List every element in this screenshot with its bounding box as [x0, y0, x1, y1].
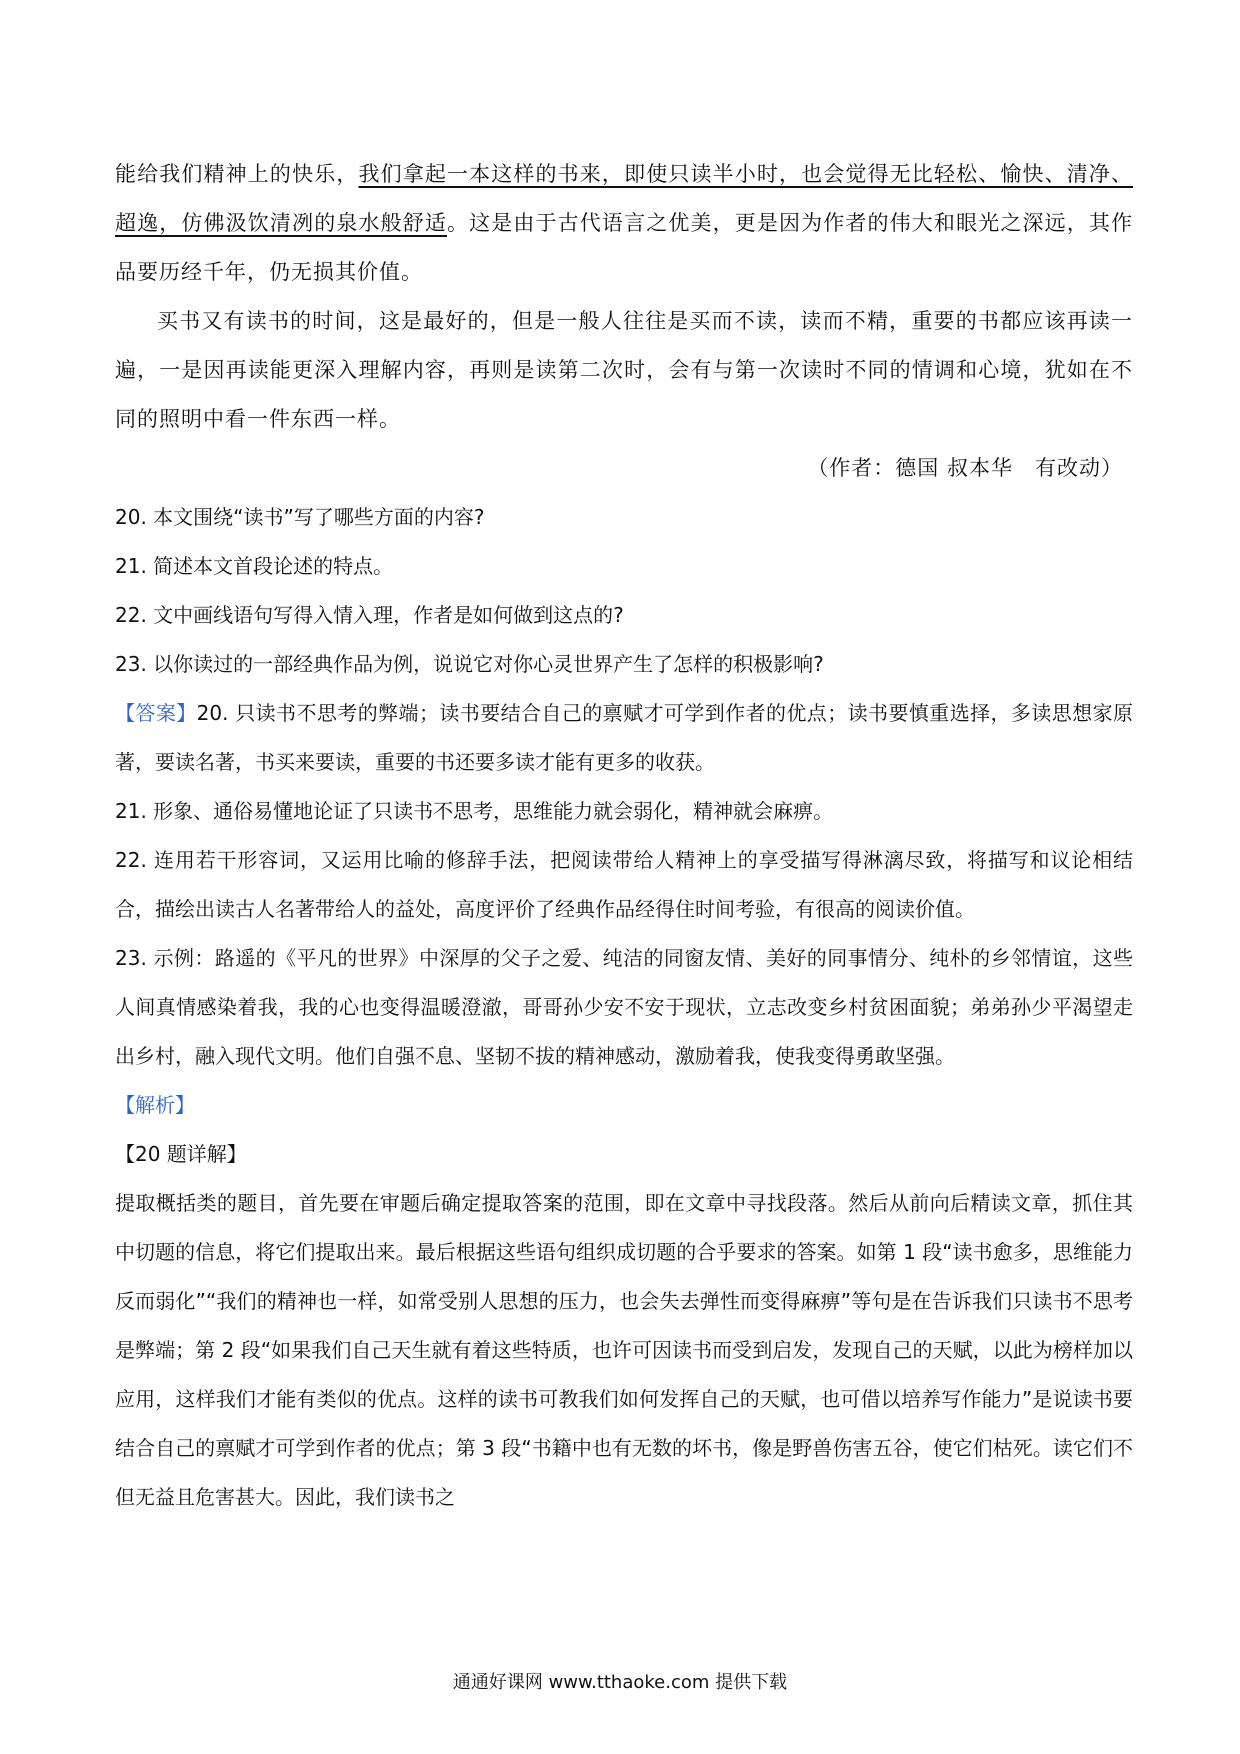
answer-22: 22. 连用若干形容词，又运用比喻的修辞手法，把阅读带给人精神上的享受描写得淋漓尽致，将描写和议论相结合，描绘出读古人名著带给人的益处，高度评价了经典作品经得住时间考验，有很高的阅读价值。 [115, 848, 1133, 921]
question-22: 22. 文中画线语句写得入情入理，作者是如何做到这点的? [115, 603, 624, 627]
answer-21: 21. 形象、通俗易懂地论证了只读书不思考，思维能力就会弱化，精神就会麻痹。 [115, 799, 834, 823]
passage-p1-after: 。这是由于古代语言之优美，更是因为作者的伟大和眼光之深远，其作品要历经千年，仍无损其价值。 [115, 211, 1133, 284]
author-note: （作者：德国 叔本华 有改动） [807, 456, 1123, 480]
page-content [115, 150, 1133, 1522]
answer-20 [115, 689, 1133, 787]
question-21: 21. 简述本文首段论述的特点。 [115, 554, 394, 578]
reading-passage [115, 150, 1133, 493]
q20-detail-heading: 【20 题详解】 [115, 1142, 247, 1166]
question-20: 20. 本文围绕“读书”写了哪些方面的内容? [115, 505, 485, 529]
underlined-sentence: 我们拿起一本这样的书来，即使只读半小时，也会觉得无比轻松、愉快、清净、超逸，仿佛汲饮清冽的泉水般舒适 [115, 162, 1133, 235]
question-23: 23. 以你读过的一部经典作品为例，说说它对你心灵世界产生了怎样的积极影响? [115, 652, 824, 676]
analysis-tag: 【解析】 [115, 1093, 195, 1117]
passage-paragraph-2: 买书又有读书的时间，这是最好的，但是一般人往往是买而不读，读而不精，重要的书都应该再读一遍，一是因再读能更深入理解内容，再则是读第二次时，会有与第一次读时不同的情调和心境，犹如在不同的照明中看一件东西一样。 [115, 309, 1133, 431]
answer-20-text: 20. 只读书不思考的弊端；读书要结合自己的禀赋才可学到作者的优点；读书要慎重选择，多读思想家原著，要读名著，书买来要读，重要的书还要多读才能有更多的收获。 [115, 701, 1133, 774]
page-footer: 通通好课网 www.tthaoke.com 提供下载 [452, 1672, 788, 1693]
analysis-tag-line [115, 1081, 1133, 1130]
answer-23: 23. 示例：路遥的《平凡的世界》中深厚的父子之爱、纯洁的同窗友情、美好的同事情分、纯朴的乡邻情谊，这些人间真情感染着我，我的心也变得温暖澄澈，哥哥孙少安不安于现状，立志改变乡村贫困面貌；弟弟孙少平渴望走出乡村，融入现代文明。他们自强不息、坚韧不拔的精神感动，激励着我，使我变得勇敢坚强。 [115, 946, 1133, 1068]
passage-paragraph-1 [115, 150, 1133, 297]
q20-detail-text: 提取概括类的题目，首先要在审题后确定提取答案的范围，即在文章中寻找段落。然后从前向后精读文章，抓住其中切题的信息，将它们提取出来。最后根据这些语句组织成切题的合乎要求的答案。如第 1 段“读书愈多，思维能力反而弱化”“我们的精神也一样，如常受别人思想的压力，也会失去弹性而变得麻痹”等句是在告诉我们只读书不思考是弊端；第 2 段“如果我们自己天生就有着这些特质，也许可因读书而受到启发，发现自己的天赋，以此为榜样加以应用，这样我们才能有类似的优点。这样的读书可教我们如何发挥自己的天赋，也可借以培养写作能力”是说读书要结合自己的禀赋才可学到作者的优点；第 3 段“书籍中也有无数的坏书，像是野兽伤害五谷，使它们枯死。读它们不但无益且危害甚大。因此，我们读书之 [115, 1191, 1133, 1509]
passage-p1-before: 能给我们精神上的快乐， [115, 162, 359, 186]
questions-and-answers [115, 493, 1133, 1522]
answer-tag: 【答案】 [115, 701, 197, 725]
